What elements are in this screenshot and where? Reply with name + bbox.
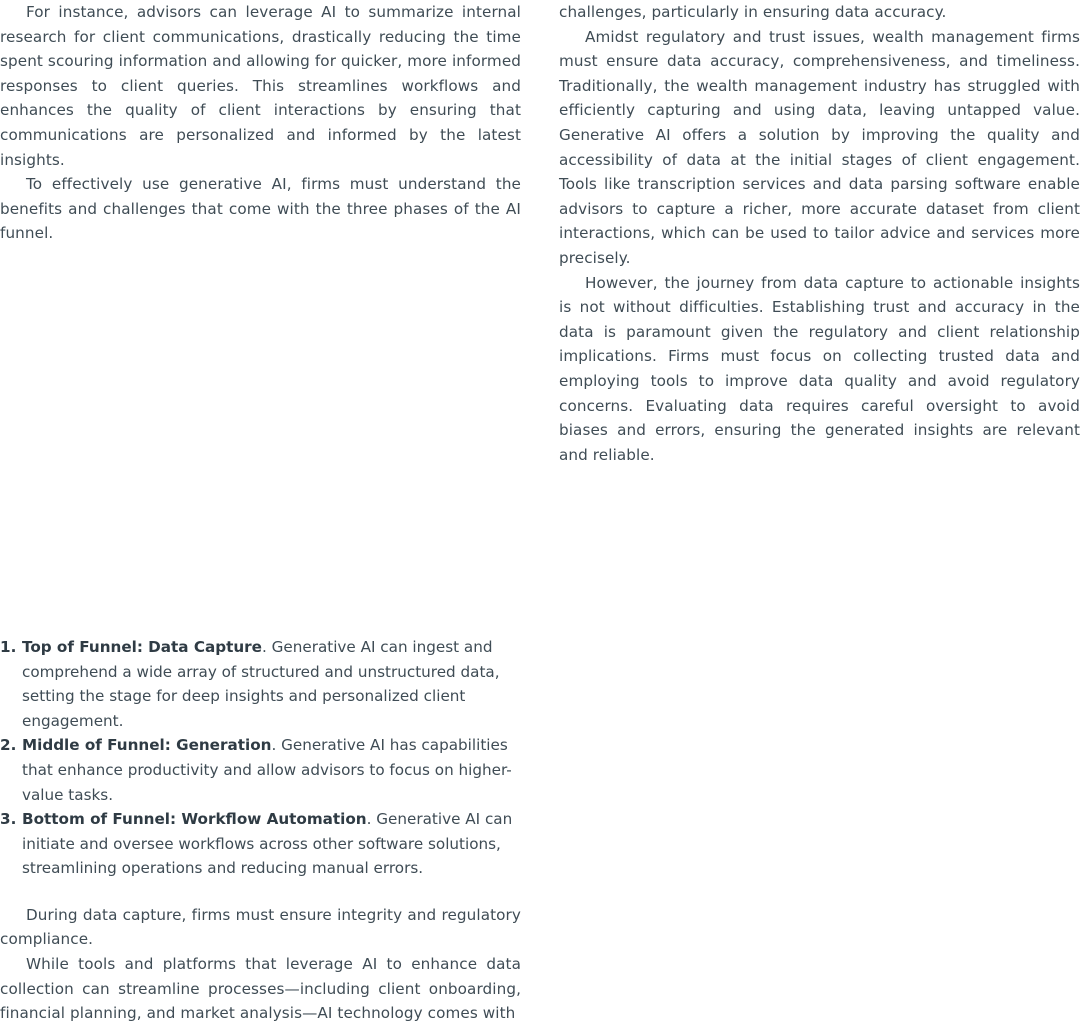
paragraph-left-3: During data capture, firms must ensure integrity and regulatory compliance. — [0, 905, 521, 949]
post-list-block — [0, 903, 521, 1026]
right-column — [559, 0, 1080, 467]
list-item-lead: Top of Funnel: Data Capture — [22, 637, 262, 656]
left-column-gap — [0, 246, 521, 635]
ai-funnel-list — [0, 635, 521, 881]
paragraph-right-1: challenges, particularly in ensuring data accuracy. — [559, 3, 947, 21]
left-column — [0, 0, 521, 1026]
paragraph-left-1: For instance, advisors can leverage AI to summarize internal research for client communications, drastically reducing the time spent scouring information and allowing for quicker, more informed responses to client queries. This streamlines workflows and enhances the quality of client interactions by ensuring that communications are personalized and informed by the latest insights. — [0, 3, 521, 169]
list-item-text: . Generative AI has capabilities that enhance productivity and allow advisors to focus on higher-value tasks. — [22, 736, 512, 804]
list-item — [0, 733, 521, 807]
paragraph-right-3: However, the journey from data capture to actionable insights is not without difficulties. Establishing trust and accuracy in the data is paramount given the regulatory and client relationship implications. Firms must focus on collecting trusted data and employing tools to improve data quality and avoid regulatory concerns. Evaluating data requires careful oversight to avoid biases and errors, ensuring the generated insights are relevant and reliable. — [559, 273, 1080, 464]
list-item — [0, 807, 521, 881]
paragraph-left-4: While tools and platforms that leverage AI to enhance data collection can streamline processes—including client onboarding, financial planning, and market analysis—AI technology comes with — [0, 955, 521, 1023]
paragraph-left-2: To effectively use generative AI, firms must understand the benefits and challenges that come with the three phases of the AI funnel. — [0, 175, 521, 243]
list-item — [0, 635, 521, 733]
list-item-lead: Middle of Funnel: Generation — [22, 736, 272, 755]
list-item-text: . Generative AI can initiate and oversee workflows across other software solutions, streamlining operations and reducing manual errors. — [22, 810, 513, 878]
list-item-text: . Generative AI can ingest and comprehend a wide array of structured and unstructured data, setting the stage for deep insights and personalized client engagement. — [22, 637, 500, 730]
paragraph-right-2: Amidst regulatory and trust issues, wealth management firms must ensure data accuracy, comprehensiveness, and timeliness. Traditionally, the wealth management industry has struggled with efficiently capturing and using data, leaving untapped value. Generative AI offers a solution by improving the quality and accessibility of data at the initial stages of client engagement. Tools like transcription services and data parsing software enable advisors to capture a richer, more accurate dataset from client interactions, which can be used to tailor advice and services more precisely. — [559, 27, 1080, 267]
list-item-lead: Bottom of Funnel: Workflow Automation — [22, 810, 367, 829]
